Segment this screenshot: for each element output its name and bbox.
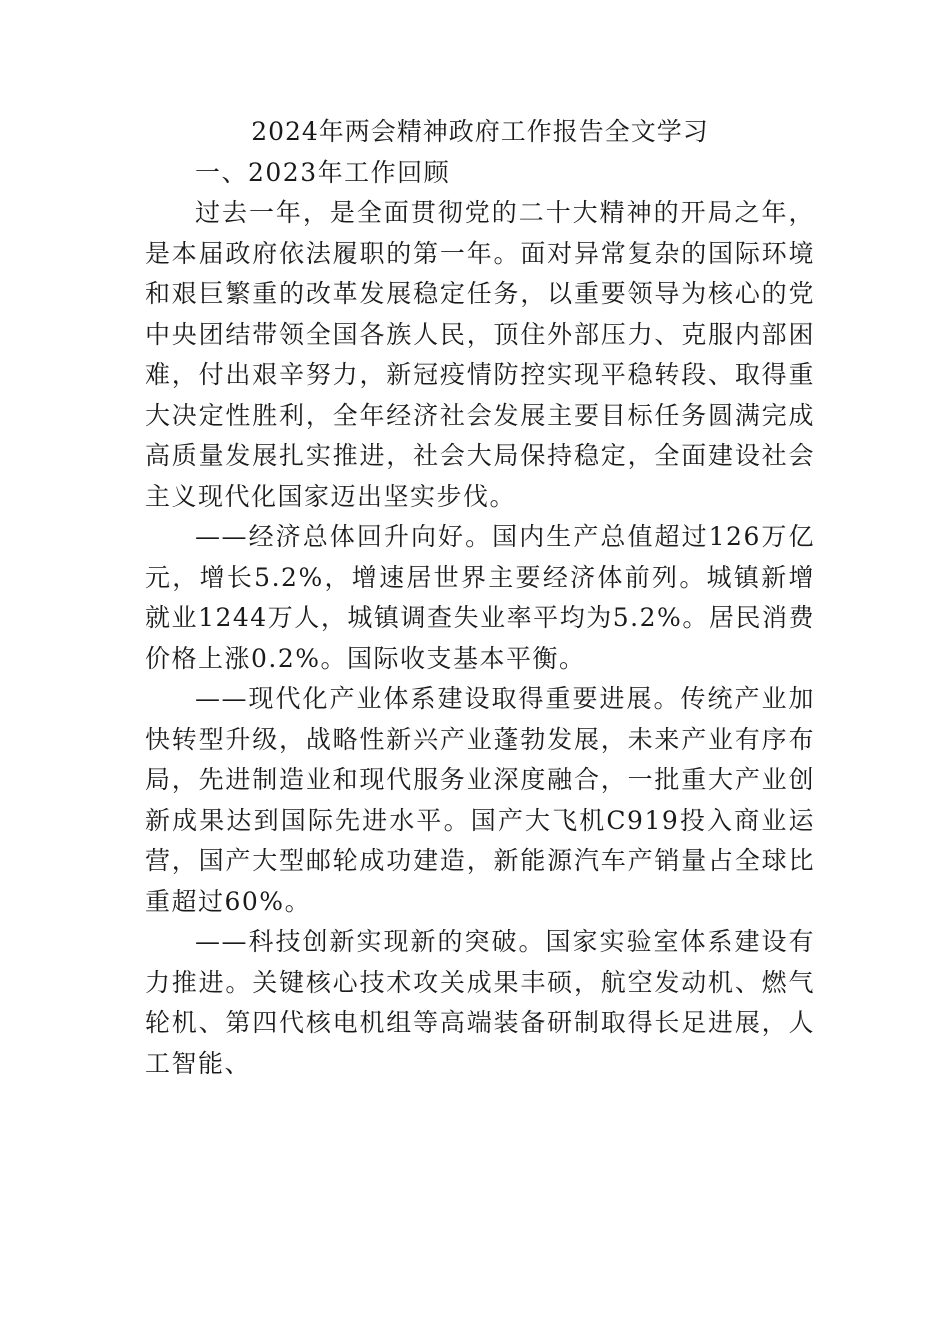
paragraph-industry: ——现代化产业体系建设取得重要进展。传统产业加快转型升级，战略性新兴产业蓬勃发展，未来产业有序布局，先进制造业和现代服务业深度融合，一批重大产业创新成果达到国际先进水平。国产大飞机C919投入商业运营，国产大型邮轮成功建造，新能源汽车产销量占全球比重超过60%。 xyxy=(145,684,815,916)
document-body xyxy=(145,112,815,1084)
paragraph-economy: ——经济总体回升向好。国内生产总值超过126万亿元，增长5.2%，增速居世界主要经济体前列。城镇新增就业1244万人，城镇调查失业率平均为5.2%。居民消费价格上涨0.2%。国际收支基本平衡。 xyxy=(145,522,815,673)
paragraph-overview: 过去一年，是全面贯彻党的二十大精神的开局之年，是本届政府依法履职的第一年。面对异常复杂的国际环境和艰巨繁重的改革发展稳定任务，以重要领导为核心的党中央团结带领全国各族人民，顶住外部压力、克服内部困难，付出艰辛努力，新冠疫情防控实现平稳转段、取得重大决定性胜利，全年经济社会发展主要目标任务圆满完成高质量发展扎实推进，社会大局保持稳定，全面建设社会主义现代化国家迈出坚实步伐。 xyxy=(145,198,815,511)
document-title: 2024年两会精神政府工作报告全文学习 xyxy=(251,117,709,146)
section-heading: 一、2023年工作回顾 xyxy=(195,157,451,187)
paragraph-technology: ——科技创新实现新的突破。国家实验室体系建设有力推进。关键核心技术攻关成果丰硕，航空发动机、燃气轮机、第四代核电机组等高端装备研制取得长足进展，人工智能、 xyxy=(145,927,815,1078)
